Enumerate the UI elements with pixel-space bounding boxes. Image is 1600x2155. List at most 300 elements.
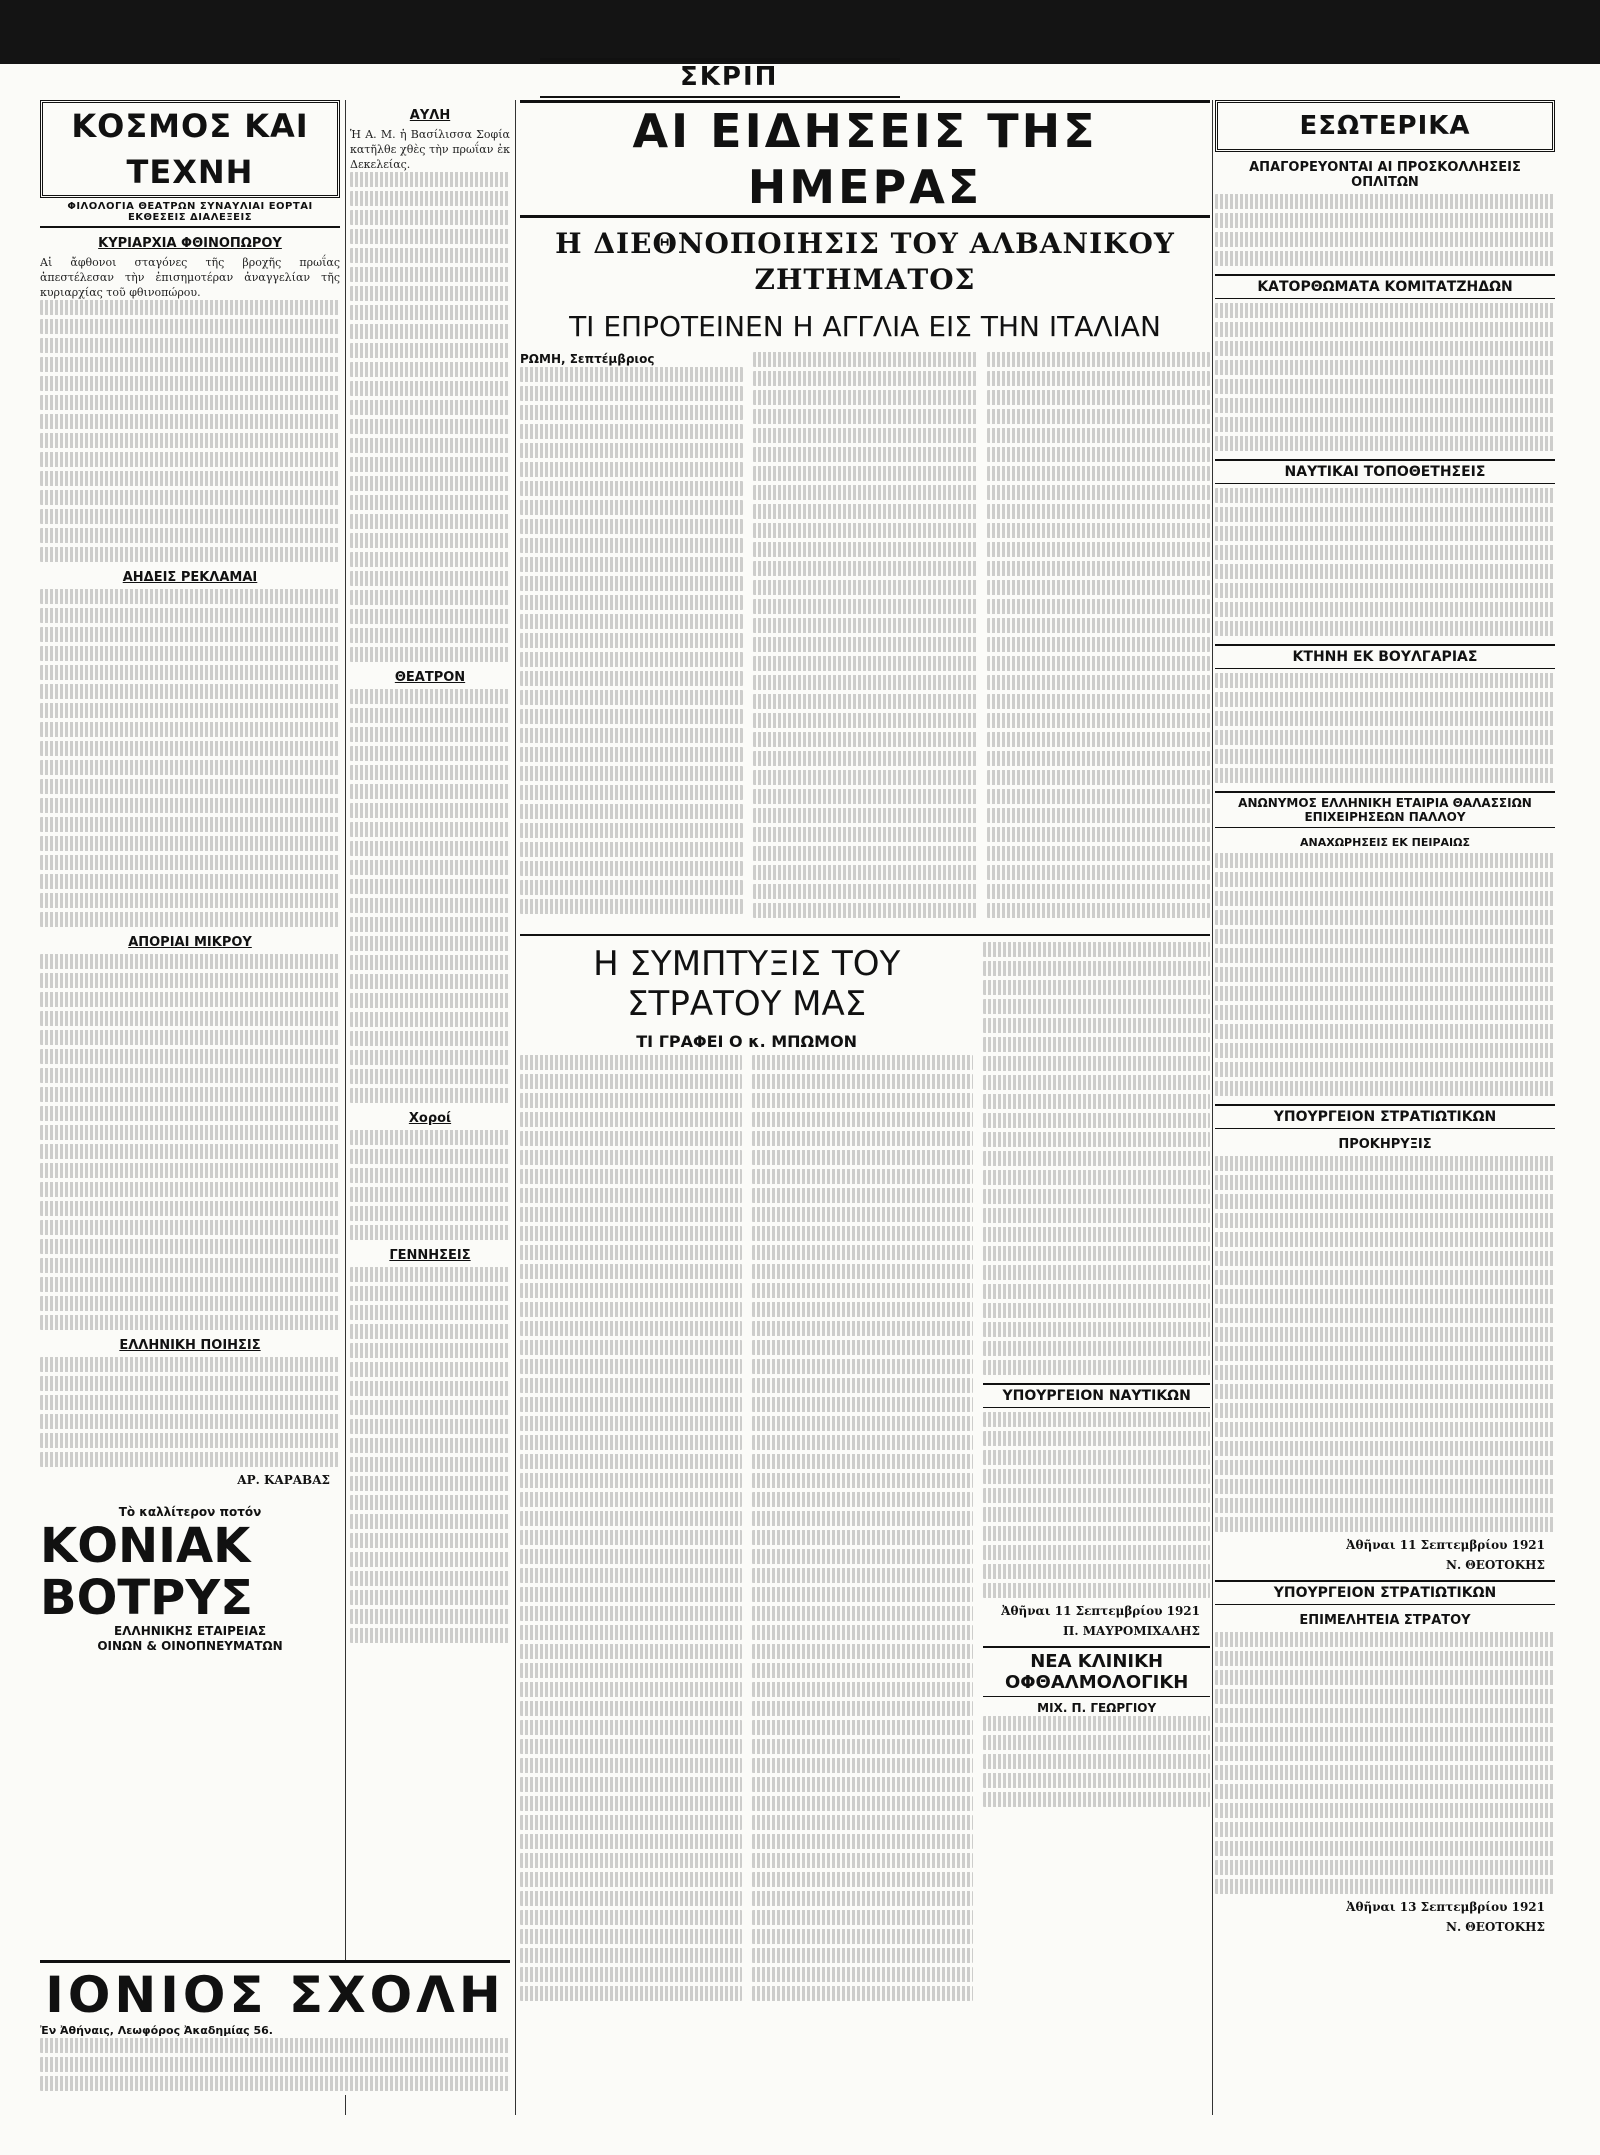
text-line [350,1533,510,1548]
text-line [983,1189,1210,1204]
text-line [520,1264,742,1279]
text-line [40,703,340,718]
text-line [520,1758,742,1773]
article-heading: ΚΤΗΝΗ ΕΚ ΒΟΥΛΓΑΡΙΑΣ [1215,644,1555,669]
text-line [983,1507,1210,1522]
text-line [350,841,510,856]
sub-headline: Η ΔΙΕΘΝΟΠΟΙΗΣΙΣ ΤΟΥ ΑΛΒΑΝΙΚΟΥ ΖΗΤΗΜΑΤΟΣ [555,227,1175,296]
text-line [752,1739,974,1754]
text-line [987,656,1210,671]
text-line [983,1113,1210,1128]
text-line [350,229,510,244]
text-line [983,1246,1210,1261]
text-line [752,1435,974,1450]
text-line [40,471,340,486]
text-line [40,1163,340,1178]
article-heading: ΚΑΤΟΡΘΩΜΑΤΑ ΚΟΜΙΤΑΤΖΗΔΩΝ [1215,274,1555,299]
text-line [40,1433,340,1448]
text-line [40,1201,340,1216]
text-line [1215,967,1555,982]
text-line [752,1378,974,1393]
text-line [520,1682,742,1697]
text-line [350,1324,510,1339]
text-line [520,1625,742,1640]
text-line [987,637,1210,652]
text-line [1215,1670,1555,1685]
text-line [1215,1024,1555,1039]
text-line [753,504,976,519]
ad-brand-line1: ΚΟΝΙΑΚ [40,1518,251,1574]
text-line [753,656,976,671]
text-line [753,865,976,880]
text-line [753,371,976,386]
text-line [350,1400,510,1415]
text-line [350,647,510,662]
text-line [520,1587,742,1602]
text-line [753,732,976,747]
text-line [983,1284,1210,1299]
text-line [752,1473,974,1488]
text-line [983,1583,1210,1598]
article-heading: ΑΥΛΗ [409,108,451,123]
text-line [40,1068,340,1083]
text-line [752,1397,974,1412]
text-line [1215,1765,1555,1780]
text-line [350,438,510,453]
text-line [1215,602,1555,617]
signature-name: Ν. ΘΕΟΤΟΚΗΣ [1445,1920,1545,1934]
text-line [753,884,976,899]
text-line [1215,1498,1555,1513]
text-line [520,519,743,534]
text-line [983,1341,1210,1356]
text-line [40,547,340,562]
text-line [40,1395,340,1410]
text-line [1215,1422,1555,1437]
army-article [520,942,973,2005]
clinic-ad-doctor: ΜΙΧ. Π. ΓΕΩΡΓΙΟΥ [1037,1701,1157,1715]
signature-date: Ἀθῆναι 13 Σεπτεμβρίου 1921 [1346,1900,1545,1914]
text-line [520,899,743,914]
text-line [520,1283,742,1298]
text-line [987,694,1210,709]
sub-headline-2: ΤΙ ΕΠΡΟΤΕΙΝΕΝ Η ΑΓΓΛΙΑ ΕΙΣ ΤΗΝ ΙΤΑΛΙΑΝ [569,310,1161,343]
text-line [520,1074,742,1089]
text-line [520,1720,742,1735]
column-rule [345,100,346,2115]
text-line [350,955,510,970]
text-line [752,1340,974,1355]
signature-name: Π. ΜΑΥΡΟΜΙΧΑΛΗΣ [1063,1624,1200,1638]
text-line [983,1754,1210,1769]
text-line [1215,1308,1555,1323]
text-line [520,1378,742,1393]
text-line [520,1739,742,1754]
text-line [1215,507,1555,522]
text-line [520,1055,742,1070]
text-line [987,390,1210,405]
text-line [983,999,1210,1014]
text-line [752,1150,974,1165]
text-line [1215,1043,1555,1058]
text-line [987,561,1210,576]
text-line [520,576,743,591]
text-line [983,1360,1210,1375]
text-line [987,846,1210,861]
text-line [752,1074,974,1089]
text-line [1215,303,1555,318]
text-line [520,1663,742,1678]
text-line [983,1037,1210,1052]
text-line [1215,1232,1555,1247]
top-scan-edge [0,0,1600,64]
article-text: Ἡ Α. Μ. ἡ Βασίλισσα Σοφία κατῆλθε χθὲς τὴν πρωΐαν ἐκ Δεκελείας. [350,128,510,171]
text-line [40,627,340,642]
text-line [40,741,340,756]
text-line [983,1265,1210,1280]
text-line [520,1929,742,1944]
text-line [350,1457,510,1472]
text-line [350,609,510,624]
text-line [1215,1346,1555,1361]
text-line [520,842,743,857]
text-line [752,1093,974,1108]
text-line [520,405,743,420]
text-line [1215,545,1555,560]
text-line [520,1853,742,1868]
text-line [753,523,976,538]
news-columns [520,352,1210,922]
text-line [520,1226,742,1241]
text-line [983,1545,1210,1560]
text-line [40,1258,340,1273]
text-line [40,722,340,737]
text-line [520,1986,742,2001]
text-line [987,675,1210,690]
text-line [752,1644,974,1659]
clinic-ad-heading: ΝΕΑ ΚΛΙΝΙΚΗ ΟΦΘΑΛΜΟΛΟΓΙΚΗ [983,1646,1210,1697]
text-line [752,1815,974,1830]
text-line [753,751,976,766]
shipping-company-heading: ΑΝΩΝΥΜΟΣ ΕΛΛΗΝΙΚΗ ΕΤΑΙΡΙΑ ΘΑΛΑΣΣΙΩΝ ΕΠΙΧΕΙΡΗΣΕΩΝ ΠΑΛΛΟΥ [1215,791,1555,828]
text-line [350,1514,510,1529]
text-line [1215,1156,1555,1171]
text-line [752,1682,974,1697]
text-line [350,803,510,818]
text-line [1215,910,1555,925]
text-line [1215,891,1555,906]
text-line [520,1454,742,1469]
text-line [1215,1289,1555,1304]
text-line [1215,768,1555,783]
text-line [520,880,743,895]
text-line [40,855,340,870]
text-line [987,884,1210,899]
text-line [350,172,510,187]
text-line [752,1929,974,1944]
article-heading: Χοροί [408,1111,452,1126]
article-heading: ΑΠΑΓΟΡΕΥΟΝΤΑΙ ΑΙ ΠΡΟΣΚΟΛΛΗΣΕΙΣ ΟΠΛΙΤΩΝ [1249,160,1521,190]
text-line [752,1549,974,1564]
text-line [520,1302,742,1317]
text-line [520,633,743,648]
text-line [987,618,1210,633]
text-line [983,1132,1210,1147]
text-line [350,514,510,529]
main-headline: ΑΙ ΕΙΔΗΣΕΙΣ ΤΗΣ ΗΜΕΡΑΣ [520,100,1210,218]
text-line [350,1225,510,1240]
article-text: Αἱ ἄφθονοι σταγόνες τῆς βροχῆς πρωΐας ἀπεστέλεσαν τὴν ἐπισημοτέραν ἀναγγελίαν τῆς κυριαρχίας τοῦ φθινοπώρου. [40,256,340,299]
text-line [1215,1822,1555,1837]
text-line [1215,929,1555,944]
text-line [983,1151,1210,1166]
text-line [350,1476,510,1491]
text-line [40,414,340,429]
text-line [520,1606,742,1621]
text-line [520,1150,742,1165]
text-line [752,1834,974,1849]
text-line [520,1131,742,1146]
text-line [350,1149,510,1164]
text-line [987,599,1210,614]
text-line [983,1735,1210,1750]
text-line [752,1777,974,1792]
text-line [350,210,510,225]
text-line [520,861,743,876]
koniak-ad [40,1505,340,1654]
text-line [1215,986,1555,1001]
text-line [752,1264,974,1279]
text-line [752,1872,974,1887]
text-line [520,1397,742,1412]
text-line [987,542,1210,557]
text-line [1215,1175,1555,1190]
section-banner: ΕΣΩΤΕΡΙΚΑ [1215,100,1555,152]
text-line [40,338,340,353]
text-line [983,942,1210,957]
text-line [983,980,1210,995]
text-line [520,1568,742,1583]
text-line [753,466,976,481]
second-subheadline: ΤΙ ΓΡΑΦΕΙ Ο κ. ΜΠΩΜΟΝ [636,1032,858,1051]
text-line [40,1277,340,1292]
text-line [520,1511,742,1526]
text-line [1215,673,1555,688]
text-line [752,1587,974,1602]
text-line [983,1056,1210,1071]
text-line [1215,948,1555,963]
text-line [752,1720,974,1735]
text-line [520,1967,742,1982]
text-line [520,1530,742,1545]
text-line [40,1452,340,1467]
text-line [987,827,1210,842]
text-line [752,1606,974,1621]
text-line [753,770,976,785]
text-line [40,1049,340,1064]
text-line [350,1552,510,1567]
text-line [752,1701,974,1716]
text-line [520,671,743,686]
text-line [753,352,976,367]
text-line [1215,1251,1555,1266]
text-line [520,538,743,553]
text-line [350,822,510,837]
signature-date: Ἀθῆναι 11 Σεπτεμβρίου 1921 [1346,1538,1545,1552]
text-line [1215,1727,1555,1742]
text-line [520,1796,742,1811]
text-line [1215,488,1555,503]
text-line [1215,1841,1555,1856]
article-heading: ΚΥΡΙΑΡΧΙΑ ΦΘΙΝΟΠΩΡΟΥ [98,236,282,251]
text-line [520,1549,742,1564]
text-line [520,728,743,743]
text-line [520,1093,742,1108]
text-line [753,409,976,424]
text-line [40,2076,510,2091]
text-line [350,974,510,989]
text-line [752,1359,974,1374]
text-line [753,447,976,462]
text-line [520,1891,742,1906]
text-line [752,1891,974,1906]
text-line [987,751,1210,766]
signature-date: Ἀθῆναι 11 Σεπτεμβρίου 1921 [1001,1604,1200,1618]
text-line [350,628,510,643]
text-line [752,1188,974,1203]
text-line [752,1948,974,1963]
text-line [1215,360,1555,375]
text-line [753,808,976,823]
text-line [752,1207,974,1222]
text-line [1215,398,1555,413]
text-line [752,1853,974,1868]
text-line [520,1435,742,1450]
text-line [983,1412,1210,1427]
text-line [753,618,976,633]
text-line [40,779,340,794]
text-line [752,1511,974,1526]
text-line [40,452,340,467]
text-line [350,1343,510,1358]
text-line [752,1625,974,1640]
text-line [520,1169,742,1184]
text-line [1215,194,1555,209]
text-line [40,376,340,391]
text-line [350,727,510,742]
text-line [1215,583,1555,598]
text-line [753,846,976,861]
news-column [753,352,976,922]
column-avli [350,100,510,2115]
text-line [520,1473,742,1488]
text-line [40,1376,340,1391]
text-line [753,789,976,804]
text-line [350,1362,510,1377]
text-line [752,1321,974,1336]
text-line [1215,1441,1555,1456]
text-line [983,1170,1210,1185]
text-line [1215,564,1555,579]
text-line [520,1815,742,1830]
text-line [40,1087,340,1102]
text-line [350,1286,510,1301]
text-line [350,746,510,761]
text-line [1215,526,1555,541]
text-line [40,1182,340,1197]
ad-title: ΙΟΝΙΟΣ ΣΧΟΛΗ [45,1966,505,2024]
section-banner: ΚΟΣΜΟΣ ΚΑΙ ΤΕΧΝΗ [40,100,340,198]
text-line [1215,1479,1555,1494]
text-line [520,1359,742,1374]
text-line [350,324,510,339]
text-line [350,1628,510,1643]
ministry-heading: ΥΠΟΥΡΓΕΙΟΝ ΣΤΡΑΤΙΩΤΙΚΩΝ [1215,1580,1555,1605]
article-heading: ΕΛΛΗΝΙΚΗ ΠΟΙΗΣΙΣ [119,1338,261,1353]
text-line [983,1564,1210,1579]
text-line [1215,1062,1555,1077]
text-line [1215,1784,1555,1799]
text-line [1215,730,1555,745]
text-line [520,1188,742,1203]
text-line [1215,1384,1555,1399]
text-line [350,1069,510,1084]
text-line [350,708,510,723]
box-heading: ΥΠΟΥΡΓΕΙΟΝ ΝΑΥΤΙΚΩΝ [983,1383,1210,1408]
text-line [350,784,510,799]
text-line [1215,1005,1555,1020]
text-line [1215,1460,1555,1475]
text-line [520,614,743,629]
column-rule [515,100,516,2115]
text-line [520,500,743,515]
text-line [40,319,340,334]
shipping-subheading: ΑΝΑΧΩΡΗΣΕΙΣ ΕΚ ΠΕΙΡΑΙΩΣ [1299,836,1470,849]
text-line [520,1492,742,1507]
text-line [520,386,743,401]
article-heading: ΑΠΟΡΙΑΙ ΜΙΚΡΟΥ [128,935,252,950]
text-line [350,1419,510,1434]
text-line [987,770,1210,785]
text-line [520,557,743,572]
text-line [350,1590,510,1605]
text-line [350,765,510,780]
text-line [350,1012,510,1027]
text-line [40,509,340,524]
text-line [1215,1081,1555,1096]
text-line [987,428,1210,443]
text-line [753,542,976,557]
text-line [350,1168,510,1183]
column-kosmos [40,100,340,2115]
text-line [987,352,1210,367]
text-line [752,1492,974,1507]
text-line [520,595,743,610]
text-line [40,1296,340,1311]
text-line [983,1488,1210,1503]
text-line [1215,379,1555,394]
text-line [40,954,340,969]
text-line [752,1416,974,1431]
text-line [40,395,340,410]
text-line [983,1208,1210,1223]
article-heading: ΘΕΑΤΡΟΝ [394,670,466,685]
text-line [520,1112,742,1127]
text-line [987,789,1210,804]
text-line [1215,1651,1555,1666]
text-line [520,652,743,667]
text-line [350,248,510,263]
